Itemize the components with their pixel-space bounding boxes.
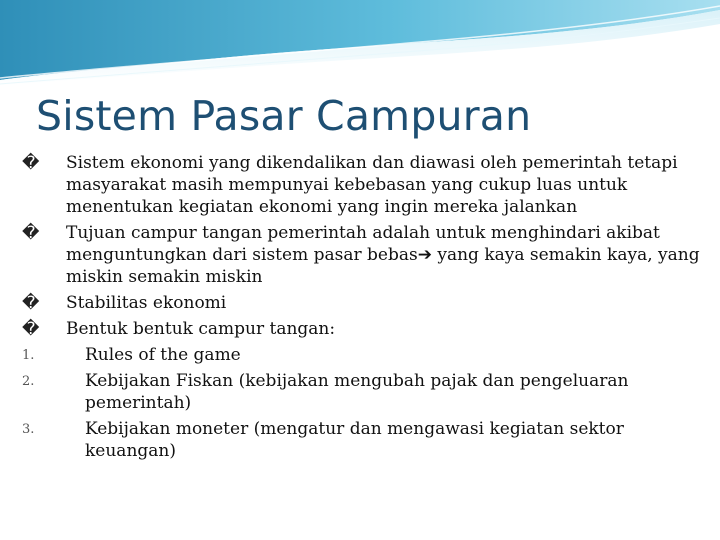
item-number: 1. (22, 348, 35, 363)
numbered-text: Kebijakan moneter (mengatur dan mengawasi kegiatan sektor keuangan) (85, 419, 624, 461)
numbered-item (22, 418, 702, 462)
bullet-text: Bentuk bentuk campur tangan: (66, 319, 336, 339)
item-number: 3. (22, 422, 35, 437)
header-wave-decoration (0, 0, 720, 90)
bullet-marker-icon: � (22, 293, 40, 313)
numbered-text: Rules of the game (85, 345, 241, 365)
slide-content (22, 152, 702, 466)
numbered-text: Kebijakan Fiskan (kebijakan mengubah pajak dan pengeluaran pemerintah) (85, 371, 629, 413)
bullet-text: Sistem ekonomi yang dikendalikan dan diawasi oleh pemerintah tetapi masyarakat masih mempunyai kebebasan yang cukup luas untuk menentukan kegiatan ekonomi yang ingin mereka jalankan (66, 153, 678, 217)
right-arrow-icon: ➔ (417, 245, 432, 265)
bullet-item (22, 318, 702, 340)
bullet-marker-icon: � (22, 153, 40, 173)
bullet-item (22, 292, 702, 314)
bullet-text-continued: yang kaya semakin kaya, yang miskin semakin miskin (66, 245, 700, 287)
numbered-item (22, 344, 702, 366)
bullet-marker-icon: � (22, 223, 40, 243)
bullet-text: Stabilitas ekonomi (66, 293, 227, 313)
bullet-item (22, 152, 702, 218)
bullet-text: Tujuan campur tangan pemerintah adalah untuk menghindari akibat menguntungkan dari sistem pasar bebas (66, 223, 660, 265)
item-number: 2. (22, 374, 35, 389)
numbered-item (22, 370, 702, 414)
bullet-marker-icon: � (22, 319, 40, 339)
bullet-item (22, 222, 702, 288)
slide-title: Sistem Pasar Campuran (36, 92, 532, 140)
